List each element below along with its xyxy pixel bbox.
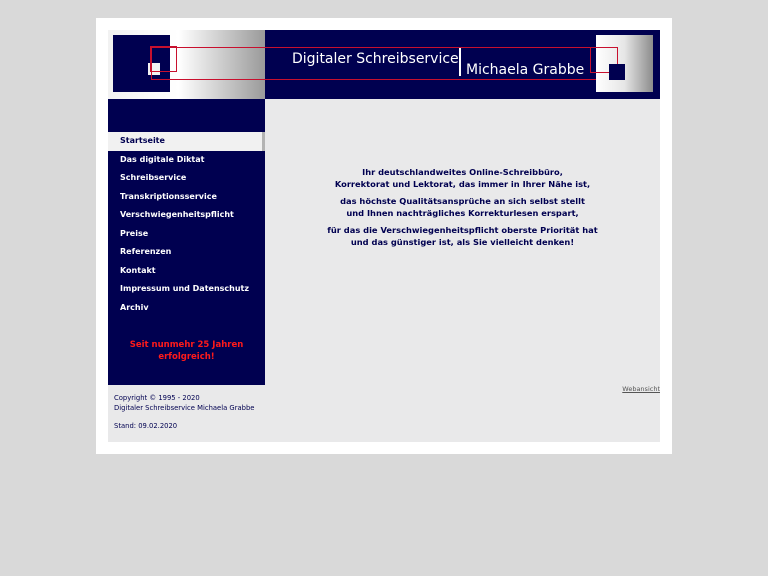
promo-line: Seit nunmehr 25 Jahren — [129, 340, 244, 350]
footer — [114, 394, 254, 432]
intro-line: für das die Verschwiegenheitspflicht oberste Priorität hat — [327, 225, 598, 235]
sidebar-item-referenzen[interactable]: Referenzen — [120, 247, 172, 256]
intro-text — [265, 167, 660, 254]
sidebar-item-impressum[interactable]: Impressum und Datenschutz — [120, 284, 250, 293]
site-container — [108, 30, 660, 442]
page-frame — [96, 18, 672, 454]
intro-line: und das günstiger ist, als Sie vielleicht denken! — [350, 236, 575, 247]
sidebar-item-startseite[interactable]: Startseite — [108, 132, 265, 151]
intro-line: und Ihnen nachträgliches Korrekturlesen erspart, — [346, 207, 579, 218]
intro-paragraph — [265, 196, 660, 219]
header-banner — [108, 30, 660, 99]
sidebar-item-kontakt[interactable]: Kontakt — [120, 265, 156, 275]
sidebar-item-schreibservice[interactable]: Schreibservice — [120, 173, 187, 182]
header-title: Digitaler Schreibservice — [292, 51, 459, 67]
promo-text — [108, 339, 265, 363]
sidebar-item-transkriptionsservice[interactable]: Transkriptionsservice — [120, 191, 217, 201]
intro-paragraph — [265, 225, 660, 248]
promo-line: erfolgreich! — [158, 352, 215, 362]
footer-stand-date: Stand: 09.02.2020 — [114, 422, 178, 430]
sidebar — [108, 99, 265, 385]
main-content — [265, 99, 660, 385]
sidebar-nav — [108, 132, 265, 317]
sidebar-item-preise[interactable]: Preise — [120, 228, 149, 238]
footer-company: Digitaler Schreibservice Michaela Grabbe — [114, 403, 255, 412]
intro-paragraph — [265, 167, 660, 190]
logo-right-graphic — [596, 35, 653, 92]
sidebar-item-verschwiegenheitspflicht[interactable]: Verschwiegenheitspflicht — [120, 210, 234, 219]
sidebar-item-archiv[interactable]: Archiv — [120, 302, 149, 312]
logo-right-square-icon — [609, 64, 625, 80]
footer-copyright: Copyright © 1995 - 2020 — [114, 394, 200, 402]
intro-line: Korrektorat und Lektorat, das immer in Ihrer Nähe ist, — [334, 178, 591, 189]
header-name: Michaela Grabbe — [466, 62, 585, 78]
intro-line: Ihr deutschlandweites Online-Schreibbüro, — [362, 167, 563, 177]
sidebar-item-digitale-diktat[interactable]: Das digitale Diktat — [120, 154, 205, 164]
webansicht-link[interactable]: Webansicht — [622, 385, 660, 393]
intro-line: das höchste Qualitätsansprüche an sich selbst stellt — [340, 196, 585, 206]
header-divider — [459, 48, 461, 76]
